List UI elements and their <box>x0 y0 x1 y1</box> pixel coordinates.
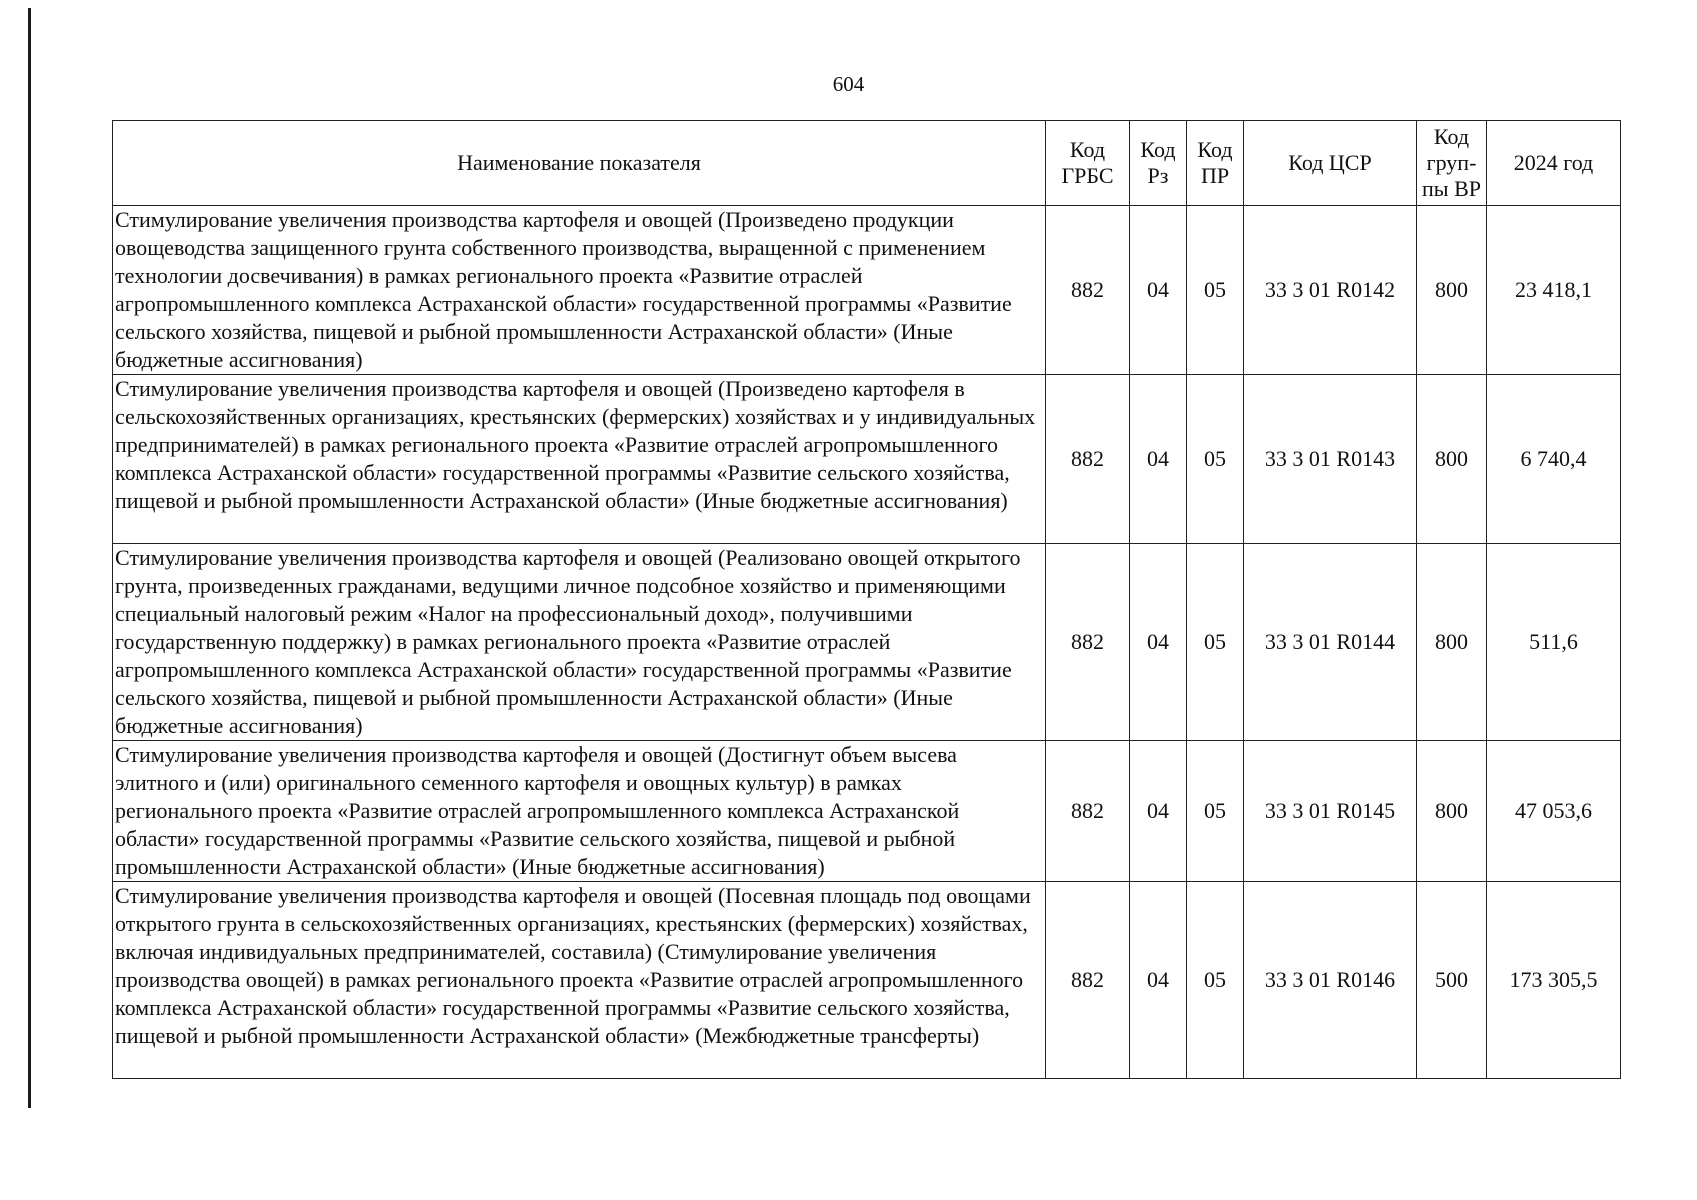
row-csr-cell: 33 3 01 R0145 <box>1244 741 1417 882</box>
header-rz: Код Рз <box>1130 121 1187 206</box>
row-pr-cell: 05 <box>1187 206 1244 375</box>
row-amount-cell: 511,6 <box>1487 544 1621 741</box>
page-number: 604 <box>832 72 865 96</box>
row-name-cell: Стимулирование увеличения производства картофеля и овощей (Реализовано овощей открытого грунта, произведенных гражданами, ведущими личное подсобное хозяйство и применяющими специальный налоговый режим «Налог на профессиональный доход», получившими государственную поддержку) в рамках регионального проекта «Развитие отраслей агропромышленного комплекса Астраханской области» государственной программы «Развитие сельского хозяйства, пищевой и рыбной промышленности Астраханской области» (Иные бюджетные ассигнования) <box>113 544 1046 741</box>
row-pr-cell: 05 <box>1187 741 1244 882</box>
row-pr-cell: 05 <box>1187 375 1244 544</box>
row-rz-cell: 04 <box>1130 375 1187 544</box>
row-rz-cell: 04 <box>1130 206 1187 375</box>
row-pr-cell: 05 <box>1187 882 1244 1079</box>
table-header-row <box>113 121 1621 206</box>
table-row <box>113 206 1621 375</box>
header-year: 2024 год <box>1487 121 1621 206</box>
page-binding-line <box>28 8 31 1108</box>
row-vr-cell: 800 <box>1417 206 1487 375</box>
header-grbs: Код ГРБС <box>1046 121 1130 206</box>
row-name-cell: Стимулирование увеличения производства картофеля и овощей (Произведено картофеля в сельскохозяйственных организациях, крестьянских (фермерских) хозяйствах и у индивидуальных предпринимателей) в рамках регионального проекта «Развитие отраслей агропромышленного комплекса Астраханской области» государственной программы «Развитие сельского хозяйства, пищевой и рыбной промышленности Астраханской области» (Иные бюджетные ассигнования) <box>113 375 1046 544</box>
row-grbs-cell: 882 <box>1046 882 1130 1079</box>
row-grbs-cell: 882 <box>1046 741 1130 882</box>
header-name: Наименование показателя <box>113 121 1046 206</box>
row-rz-cell: 04 <box>1130 741 1187 882</box>
row-csr-cell: 33 3 01 R0142 <box>1244 206 1417 375</box>
row-csr-cell: 33 3 01 R0146 <box>1244 882 1417 1079</box>
row-rz-cell: 04 <box>1130 544 1187 741</box>
row-name-cell: Стимулирование увеличения производства картофеля и овощей (Произведено продукции овощеводства защищенного грунта собственного производства, выращенной с применением технологии досвечивания) в рамках регионального проекта «Развитие отраслей агропромышленного комплекса Астраханской области» государственной программы «Развитие сельского хозяйства, пищевой и рыбной промышленности Астраханской области» (Иные бюджетные ассигнования) <box>113 206 1046 375</box>
table-row <box>113 741 1621 882</box>
row-amount-cell: 173 305,5 <box>1487 882 1621 1079</box>
row-vr-cell: 800 <box>1417 741 1487 882</box>
table-row <box>113 375 1621 544</box>
row-grbs-cell: 882 <box>1046 375 1130 544</box>
row-vr-cell: 800 <box>1417 544 1487 741</box>
header-vr: Код груп-пы ВР <box>1417 121 1487 206</box>
row-pr-cell: 05 <box>1187 544 1244 741</box>
row-rz-cell: 04 <box>1130 882 1187 1079</box>
row-vr-cell: 500 <box>1417 882 1487 1079</box>
row-name-cell: Стимулирование увеличения производства картофеля и овощей (Посевная площадь под овощами открытого грунта в сельскохозяйственных организациях, крестьянских (фермерских) хозяйствах, включая индивидуальных предпринимателей, составила) (Стимулирование увеличения производства овощей) в рамках регионального проекта «Развитие отраслей агропромышленного комплекса Астраханской области» государственной программы «Развитие сельского хозяйства, пищевой и рыбной промышленности Астраханской области» (Межбюджетные трансферты) <box>113 882 1046 1079</box>
table-row <box>113 544 1621 741</box>
row-csr-cell: 33 3 01 R0144 <box>1244 544 1417 741</box>
row-grbs-cell: 882 <box>1046 544 1130 741</box>
row-csr-cell: 33 3 01 R0143 <box>1244 375 1417 544</box>
header-csr: Код ЦСР <box>1244 121 1417 206</box>
row-amount-cell: 47 053,6 <box>1487 741 1621 882</box>
row-vr-cell: 800 <box>1417 375 1487 544</box>
row-amount-cell: 6 740,4 <box>1487 375 1621 544</box>
row-name-cell: Стимулирование увеличения производства картофеля и овощей (Достигнут объем высева элитного и (или) оригинального семенного картофеля и овощных культур) в рамках регионального проекта «Развитие отраслей агропромышленного комплекса Астраханской области» государственной программы «Развитие сельского хозяйства, пищевой и рыбной промышленности Астраханской области» (Иные бюджетные ассигнования) <box>113 741 1046 882</box>
table-row <box>113 882 1621 1079</box>
row-grbs-cell: 882 <box>1046 206 1130 375</box>
budget-table <box>112 120 1621 1079</box>
row-amount-cell: 23 418,1 <box>1487 206 1621 375</box>
header-pr: Код ПР <box>1187 121 1244 206</box>
